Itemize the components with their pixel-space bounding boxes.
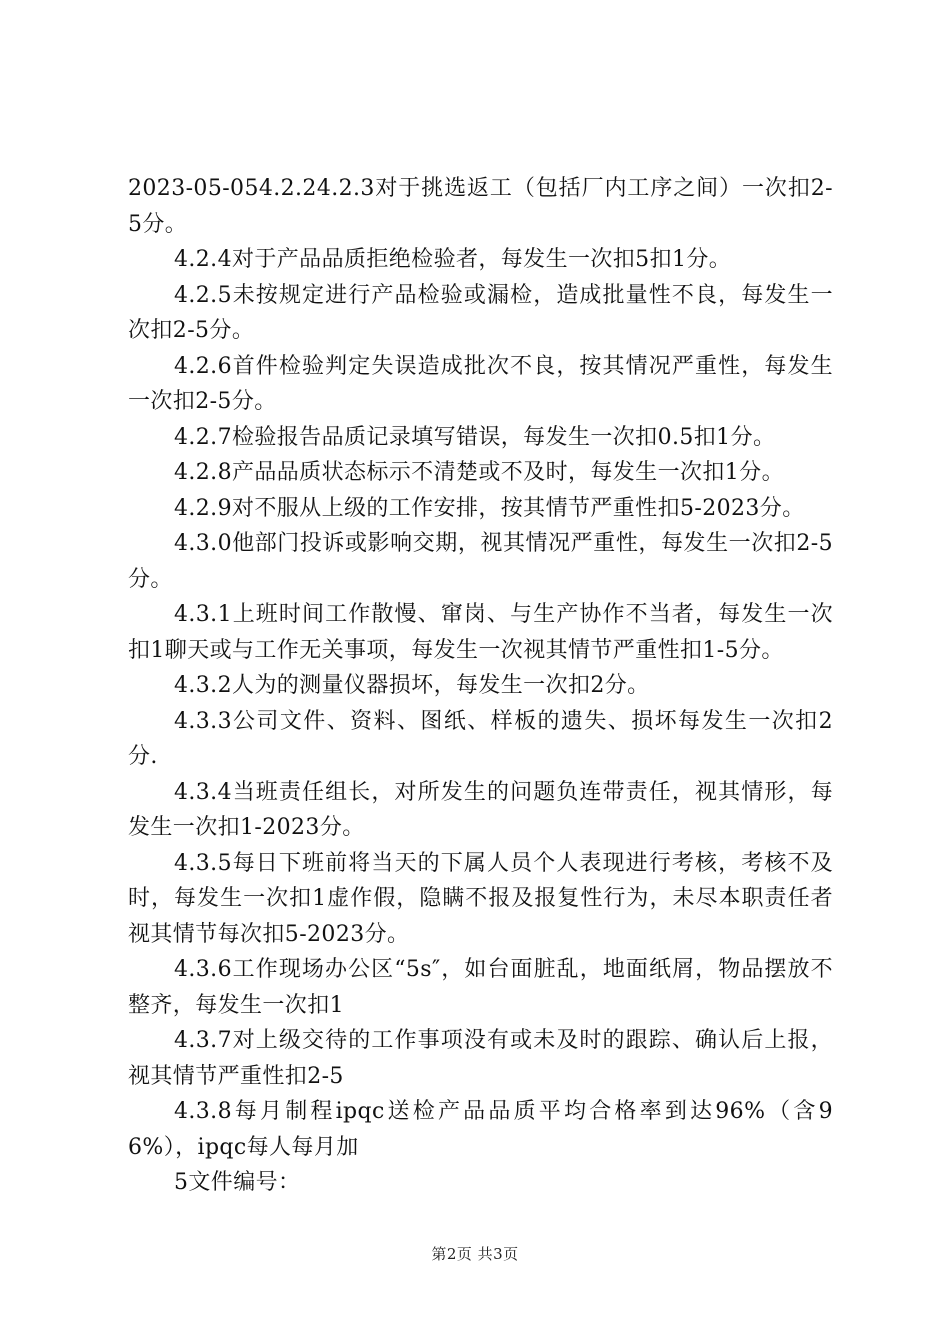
paragraph: 4.3.7对上级交待的工作事项没有或未及时的跟踪、确认后上报，视其情节严重性扣2-5 [128, 1028, 833, 1089]
paragraph: 4.3.2人为的测量仪器损坏，每发生一次扣2分。 [174, 673, 650, 698]
paragraph: 2023-05-054.2.24.2.3对于挑选返工（包括厂内工序之间）一次扣2-5分。 [128, 176, 833, 237]
paragraph: 4.2.4对于产品品质拒绝检验者，每发生一次扣5扣1分。 [174, 247, 732, 272]
paragraph: 4.3.6工作现场办公区“5s″，如台面脏乱，地面纸屑，物品摆放不整齐，每发生一次扣1 [128, 957, 833, 1018]
paragraph: 4.3.0他部门投诉或影响交期，视其情况严重性，每发生一次扣2-5分。 [128, 531, 833, 592]
paragraph: 4.2.6首件检验判定失误造成批次不良，按其情况严重性，每发生一次扣2-5分。 [128, 353, 833, 414]
paragraph: 4.2.5未按规定进行产品检验或漏检，造成批量性不良，每发生一次扣2-5分。 [128, 282, 833, 343]
page-footer: 第2页 共3页 [431, 1245, 519, 1263]
paragraph: 5文件编号： [174, 1170, 301, 1195]
paragraph: 4.2.9对不服从上级的工作安排，按其情节严重性扣5-2023分。 [174, 495, 805, 521]
paragraph: 4.3.3公司文件、资料、图纸、样板的遗失、损坏每发生一次扣2分. [128, 708, 833, 769]
paragraph: 4.2.8产品品质状态标示不清楚或不及时，每发生一次扣1分。 [174, 460, 784, 485]
paragraph: 4.3.4当班责任组长，对所发生的问题负连带责任，视其情形，每发生一次扣1-2023分。 [128, 779, 833, 840]
paragraph: 4.3.1上班时间工作散慢、窜岗、与生产协作不当者，每发生一次扣1聊天或与工作无关事项，每发生一次视其情节严重性扣1-5分。 [128, 602, 833, 663]
paragraph: 4.3.8每月制程ipqc送检产品品质平均合格率到达96%（含96%），ipqc每人每月加 [128, 1099, 833, 1160]
document-body [128, 171, 833, 1201]
paragraph: 4.2.7检验报告品质记录填写错误，每发生一次扣0.5扣1分。 [174, 424, 776, 450]
paragraph: 4.3.5每日下班前将当天的下属人员个人表现进行考核，考核不及时，每发生一次扣1虚作假，隐瞒不报及报复性行为，未尽本职责任者视其情节每次扣5-2023分。 [128, 850, 833, 947]
